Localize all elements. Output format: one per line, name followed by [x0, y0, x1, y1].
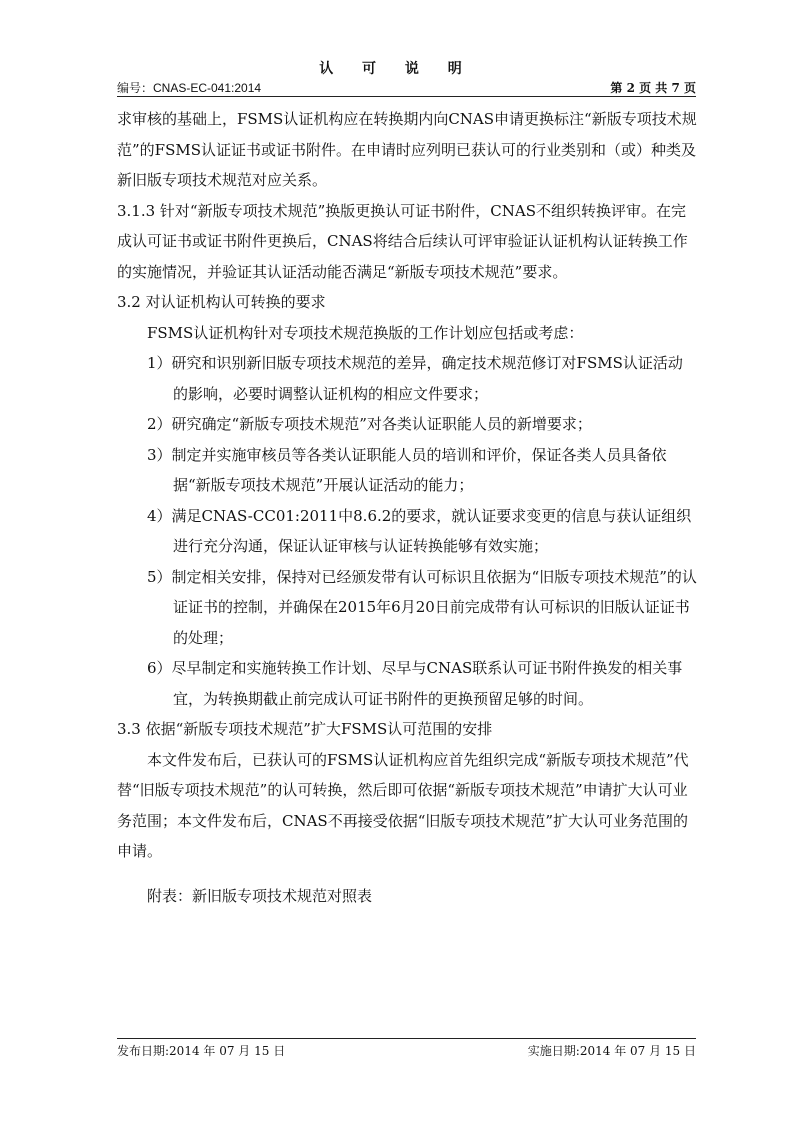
document-number: 编号：CNAS-EC-041:2014 — [117, 81, 262, 95]
paragraph-continuation: 求审核的基础上，FSMS认证机构应在转换期内向CNAS申请更换标注“新版专项技术规范”的FSMS认证证书或证书附件。在申请时应列明已获认可的行业类别和（或）种类及新旧版专项技术规范对应关系。 — [117, 110, 697, 189]
page-indicator: 第 2 页 共 7 页 — [610, 81, 696, 95]
header-divider — [117, 96, 696, 97]
spacer — [117, 867, 697, 881]
list-item: 3）制定并实施审核员等各类认证职能人员的培训和评价，保证各类人员具备依据“新版专项技术规范”开展认证活动的能力； — [147, 445, 667, 494]
section-heading-3-3: 3.3 依据“新版专项技术规范”扩大FSMS认可范围的安排 — [117, 720, 493, 738]
list-item: 6）尽早制定和实施转换工作计划、尽早与CNAS联系认可证书附件换发的相关事宜，为转换期截止前完成认可证书附件的更换预留足够的时间。 — [147, 659, 683, 708]
list-item: 2）研究确定“新版专项技术规范”对各类认证职能人员的新增要求； — [147, 415, 592, 433]
section-heading-3-2: 3.2 对认证机构认可转换的要求 — [117, 293, 326, 311]
section-3-3-paragraph: 本文件发布后，已获认可的FSMS认证机构应首先组织完成“新版专项技术规范”代替“旧版专项技术规范”的认可转换，然后即可依据“新版专项技术规范”申请扩大认可业务范围；本文件发布后，CNAS不再接受依据“旧版专项技术规范”扩大认可业务范围的申请。 — [117, 750, 689, 860]
page-header — [117, 79, 696, 96]
publish-date: 发布日期:2014 年 07 月 15 日 — [117, 1044, 286, 1058]
document-title: 认 可 说 明 — [319, 61, 474, 77]
section-3-2-intro: FSMS认证机构针对专项技术规范换版的工作计划应包括或考虑： — [147, 323, 584, 342]
page-footer — [117, 1042, 696, 1059]
footer-divider — [117, 1038, 696, 1039]
appendix-reference: 附表：新旧版专项技术规范对照表 — [147, 886, 373, 905]
effective-date: 实施日期:2014 年 07 月 15 日 — [527, 1044, 696, 1058]
list-item: 1）研究和识别新旧版专项技术规范的差异，确定技术规范修订对FSMS认证活动的影响，必要时调整认证机构的相应文件要求； — [147, 354, 683, 403]
list-item: 5）制定相关安排，保持对已经颁发带有认可标识且依据为“旧版专项技术规范”的认证证书的控制，并确保在2015年6月20日前完成带有认可标识的旧版认证证书的处理； — [147, 567, 697, 647]
list-item: 4）满足CNAS-CC01:2011中8.6.2的要求，就认证要求变更的信息与获认证组织进行充分沟通，保证认证审核与认证转换能够有效实施； — [147, 506, 692, 555]
paragraph-3-1-3: 3.1.3 针对“新版专项技术规范”换版更换认可证书附件，CNAS不组织转换评审。在完成认可证书或证书附件更换后，CNAS将结合后续认可评审验证认证机构认证转换工作的实施情况，并验证其认证活动能否满足“新版专项技术规范”要求。 — [117, 201, 688, 281]
document-body — [117, 104, 697, 911]
